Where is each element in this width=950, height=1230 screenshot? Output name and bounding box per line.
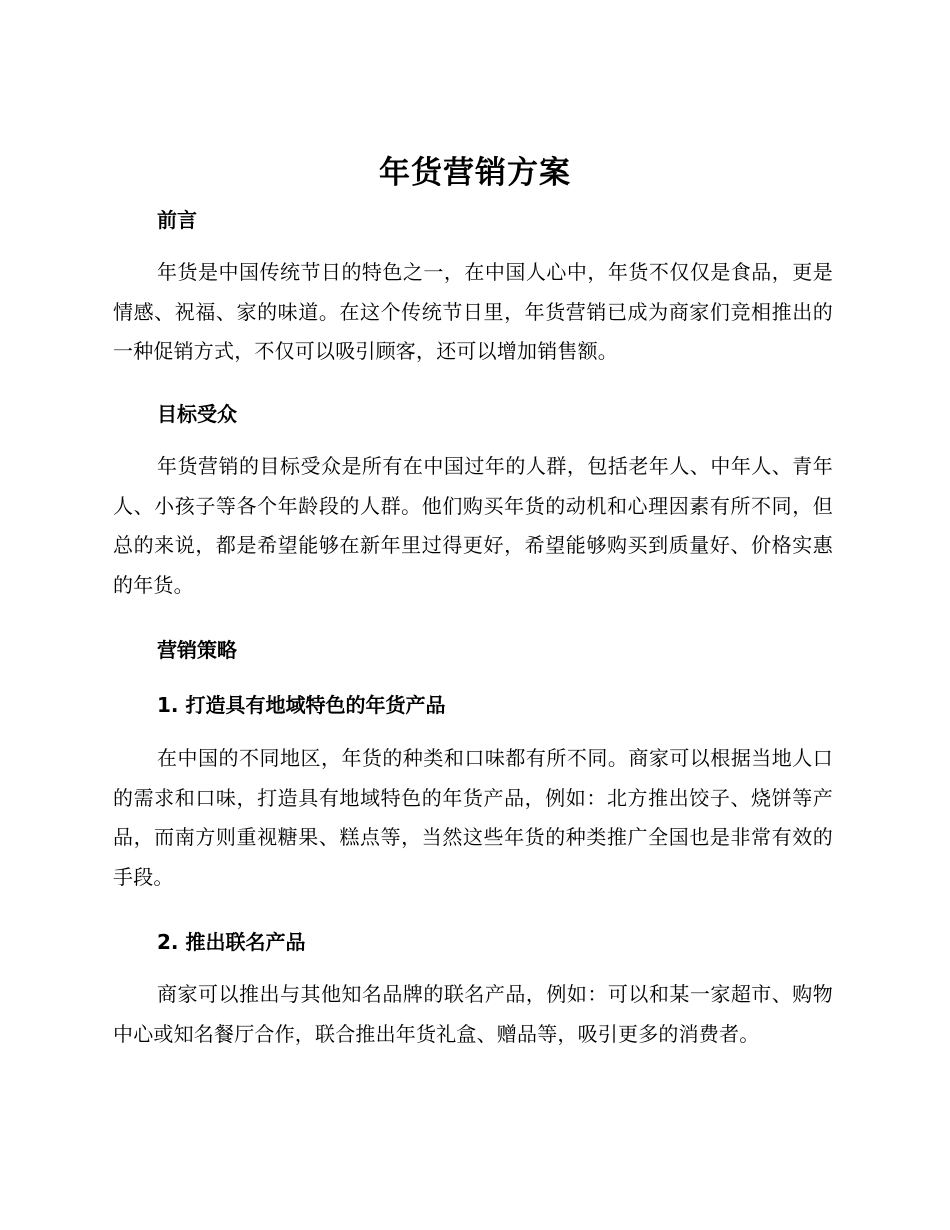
subsection-paragraph-strategy-2: 商家可以推出与其他知名品牌的联名产品，例如：可以和某一家超市、购物中心或知名餐厅合作，联合推出年货礼盒、赠品等，吸引更多的消费者。: [113, 982, 833, 1046]
section-heading-audience: 目标受众: [157, 402, 237, 426]
document-title: 年货营销方案: [379, 155, 571, 191]
subsection-paragraph-strategy-1: 在中国的不同地区，年货的种类和口味都有所不同。商家可以根据当地人口的需求和口味，打造具有地域特色的年货产品，例如：北方推出饺子、烧饼等产品，而南方则重视糖果、糕点等，当然这些年货的种类推广全国也是非常有效的手段。: [113, 746, 833, 889]
section-heading-strategy: 营销策略: [157, 638, 237, 662]
section-heading-preface: 前言: [157, 208, 197, 232]
subsection-heading-strategy-2: 2. 推出联名产品: [157, 930, 306, 954]
section-paragraph-preface: 年货是中国传统节日的特色之一，在中国人心中，年货不仅仅是食品，更是情感、祝福、家的味道。在这个传统节日里，年货营销已成为商家们竞相推出的一种促销方式，不仅可以吸引顾客，还可以增加销售额。: [113, 260, 833, 363]
section-paragraph-audience: 年货营销的目标受众是所有在中国过年的人群，包括老年人、中年人、青年人、小孩子等各个年龄段的人群。他们购买年货的动机和心理因素有所不同，但总的来说，都是希望能够在新年里过得更好，希望能够购买到质量好、价格实惠的年货。: [113, 454, 833, 597]
subsection-heading-strategy-1: 1. 打造具有地域特色的年货产品: [157, 693, 446, 717]
